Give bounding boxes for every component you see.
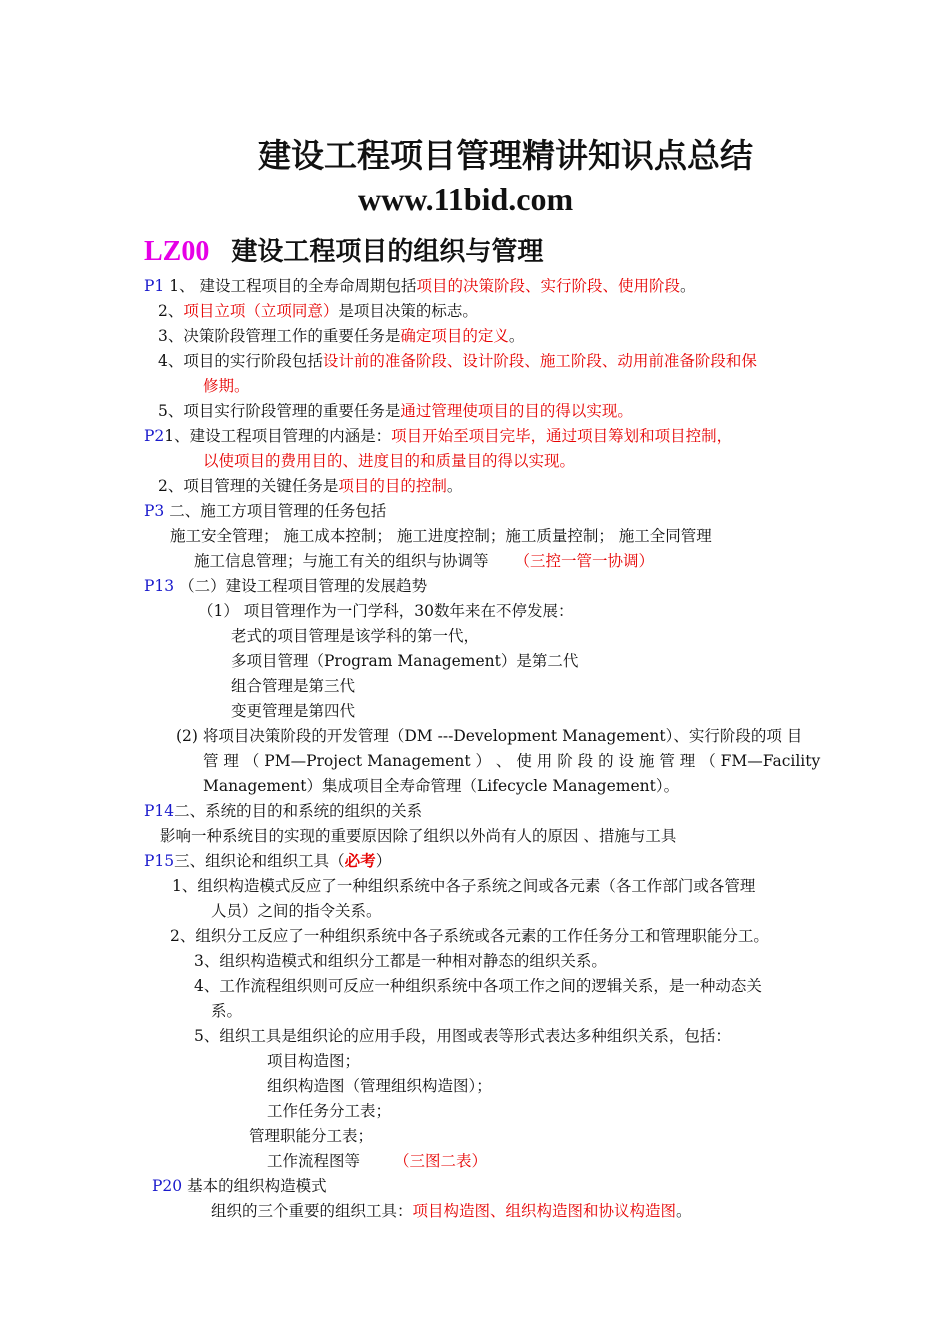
p15-tool-2: 组织构造图（管理组织构造图）； [267, 1077, 492, 1095]
highlight: 设计前的准备阶段、设计阶段、施工阶段、动用前准备阶段和保 [322, 352, 757, 370]
text: 三、组织论和组织工具（ [174, 852, 345, 870]
p3-line-1: 施工安全管理； 施工成本控制； 施工进度控制；施工质量控制； 施工全同管理 [170, 527, 712, 545]
text: 2、项目管理的关键任务是 [158, 477, 339, 495]
p13-gen-2: 多项目管理（Program Management）是第二代 [231, 652, 579, 670]
p3-line-2 [194, 551, 654, 571]
text: 组织的三个重要的组织工具： [211, 1202, 413, 1220]
text: 。 [508, 327, 525, 345]
highlight: 项目的目的控制 [338, 477, 447, 495]
text: 5、项目实行阶段管理的重要任务是 [158, 402, 401, 420]
p13-sub-1: （1） 项目管理作为一门学科，30数年来在不停发展： [198, 602, 574, 620]
page-ref-p1: P1 [144, 277, 165, 295]
page-ref-p3: P3 [144, 502, 165, 520]
p13-gen-3: 组合管理是第三代 [231, 677, 356, 695]
p1-item-2 [158, 301, 478, 321]
text: 1、建设工程项目管理的内涵是： [164, 427, 392, 445]
page-ref-p15: P15 [144, 852, 175, 870]
text: 1、 建设工程项目的全寿命周期包括 [169, 277, 417, 295]
text: 3、决策阶段管理工作的重要任务是 [158, 327, 401, 345]
highlight: 项目开始至项目完毕，通过项目筹划和项目控制， [391, 427, 733, 445]
p3-heading [144, 501, 386, 521]
p15-tool-5 [267, 1151, 487, 1171]
p15-item-1-cont: 人员）之间的指令关系。 [211, 902, 382, 920]
section-code: LZ00 [144, 236, 210, 267]
p1-item-4-cont: 修期。 [203, 377, 250, 395]
p13-heading [144, 576, 427, 596]
page-ref-p20: P20 [152, 1177, 183, 1195]
p15-item-5: 5、组织工具是组织论的应用手段，用图或表等形式表达多种组织关系，包括： [194, 1027, 731, 1045]
highlight: 确定项目的定义 [400, 327, 509, 345]
text: 是项目决策的标志。 [338, 302, 478, 320]
section-heading [144, 231, 543, 268]
p2-item-2 [158, 476, 462, 496]
highlight: 通过管理使项目的目的得以实现。 [400, 402, 633, 420]
text: 。 [446, 477, 463, 495]
p15-item-3: 3、组织构造模式和组织分工都是一种相对静态的组织关系。 [194, 952, 607, 970]
page-ref-p2: P2 [144, 427, 165, 445]
highlight: （三图二表） [394, 1152, 488, 1170]
p2-item-1 [144, 426, 732, 446]
p15-item-1: 1、组织构造模式反应了一种组织系统中各子系统之间或各元素（各工作部门或各管理 [172, 877, 756, 895]
text: 工作流程图等 [267, 1152, 361, 1170]
p1-item-5 [158, 401, 633, 421]
text: 二、系统的目的和系统的组织的关系 [174, 802, 423, 820]
text: 二、施工方项目管理的任务包括 [169, 502, 387, 520]
document-title: 建设工程项目管理精讲知识点总结 [258, 136, 753, 175]
p15-tool-4: 管理职能分工表； [249, 1127, 374, 1145]
section-title: 建设工程项目的组织与管理 [231, 237, 544, 267]
text: 2、 [158, 302, 184, 320]
p13-sub-2-line-2: 管 理 （ PM—Project Management ） 、 使 用 阶 段 的 设 施 管 理 （ FM—Facility [203, 752, 821, 770]
highlight: 项目构造图、组织构造图和协议构造图 [412, 1202, 677, 1220]
highlight: 项目的决策阶段、实行阶段、使用阶段 [416, 277, 681, 295]
p2-item-1-cont: 以使项目的费用目的、进度目的和质量目的得以实现。 [203, 452, 576, 470]
text: 。 [676, 1202, 692, 1220]
p15-item-2: 2、组织分工反应了一种组织系统中各子系统或各元素的工作任务分工和管理职能分工。 [170, 927, 769, 945]
highlight: （三控一管一协调） [514, 552, 655, 570]
text: 施工信息管理；与施工有关的组织与协调等 [194, 552, 489, 570]
must-test-label: 必考 [344, 851, 376, 870]
page-ref-p14: P14 [144, 802, 175, 820]
p1-item-4 [158, 351, 757, 371]
document-url: www.11bid.com [358, 181, 574, 217]
p1-item-3 [158, 326, 524, 346]
p14-heading [144, 801, 422, 821]
highlight: 项目立项（立项同意） [183, 302, 339, 320]
p20-heading [152, 1176, 327, 1196]
p15-tool-3: 工作任务分工表； [267, 1102, 392, 1120]
page-ref-p13: P13 [144, 577, 175, 595]
text: 4、项目的实行阶段包括 [158, 352, 323, 370]
p13-sub-2-line-1: (2) 将项目决策阶段的开发管理（DM ---Development Management）、实行阶段的项 目 [176, 727, 803, 745]
text: ） [375, 852, 392, 870]
text: 基本的组织构造模式 [187, 1177, 327, 1195]
p20-body [211, 1201, 692, 1221]
p15-tool-1: 项目构造图； [267, 1052, 361, 1070]
p15-item-4-cont: 系。 [211, 1002, 243, 1020]
p1-item-1 [144, 276, 696, 296]
p13-gen-1: 老式的项目管理是该学科的第一代， [231, 627, 480, 645]
p13-gen-4: 变更管理是第四代 [231, 702, 356, 720]
text: （二）建设工程项目管理的发展趋势 [179, 577, 428, 595]
p15-heading [144, 851, 391, 871]
p15-item-4: 4、工作流程组织则可反应一种组织系统中各项工作之间的逻辑关系，是一种动态关 [194, 977, 762, 995]
text: 。 [680, 277, 696, 295]
p14-body: 影响一种系统目的实现的重要原因除了组织以外尚有人的原因 、措施与工具 [160, 827, 677, 845]
p13-sub-2-line-3: Management）集成项目全寿命管理（Lifecycle Management）。 [203, 777, 680, 795]
